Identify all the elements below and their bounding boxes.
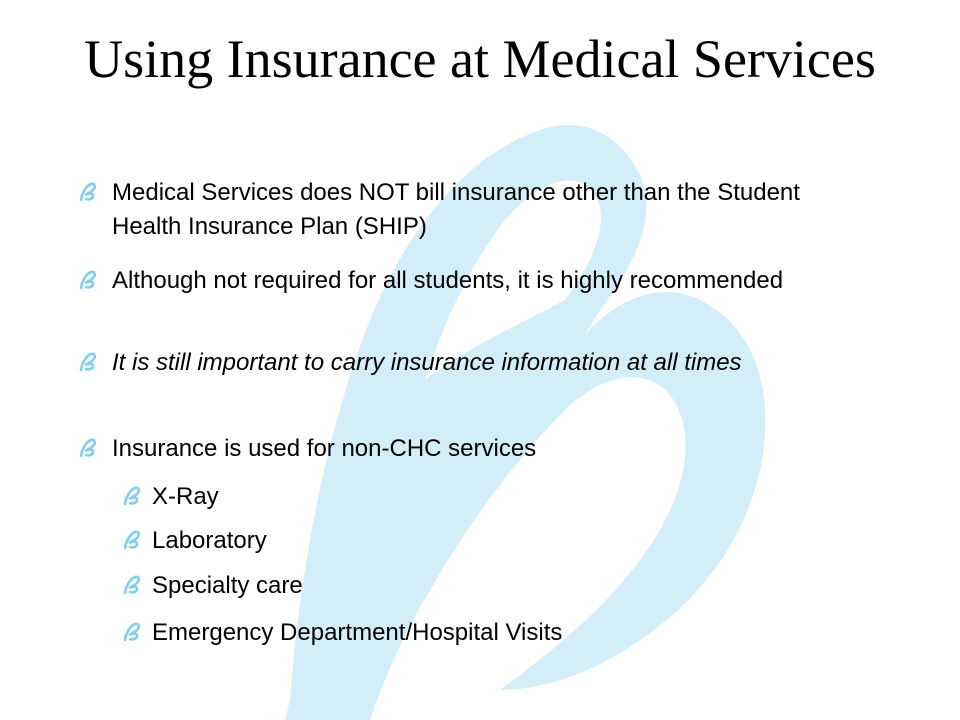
list-item bbox=[152, 616, 872, 650]
swirl-bullet-icon bbox=[76, 351, 98, 373]
bullet-text: It is still important to carry insurance information at all times bbox=[112, 349, 742, 376]
swirl-bullet-icon bbox=[76, 181, 98, 203]
list-item bbox=[112, 346, 872, 380]
swirl-bullet-icon bbox=[120, 621, 142, 643]
swirl-bullet-icon bbox=[120, 485, 142, 507]
list-item bbox=[152, 480, 872, 514]
swirl-bullet-icon bbox=[76, 437, 98, 459]
bullet-text: Specialty care bbox=[152, 572, 303, 599]
list-item bbox=[112, 264, 872, 298]
bullet-text: X-Ray bbox=[152, 483, 219, 510]
swirl-bullet-icon bbox=[120, 574, 142, 596]
list-item bbox=[112, 176, 872, 244]
bullet-text: Laboratory bbox=[152, 527, 267, 554]
swirl-bullet-icon bbox=[120, 529, 142, 551]
list-item bbox=[152, 569, 872, 603]
list-item bbox=[112, 432, 872, 466]
slide-title: Using Insurance at Medical Services bbox=[84, 29, 876, 89]
swirl-bullet-icon bbox=[76, 269, 98, 291]
bullet-text: Medical Services does NOT bill insurance other than the Student Health Insurance Plan (SHIP) bbox=[112, 179, 800, 240]
list-item bbox=[152, 524, 872, 558]
bullet-text: Emergency Department/Hospital Visits bbox=[152, 619, 563, 646]
bullet-text: Insurance is used for non-CHC services bbox=[112, 435, 537, 462]
bullet-text: Although not required for all students, it is highly recommended bbox=[112, 267, 784, 294]
